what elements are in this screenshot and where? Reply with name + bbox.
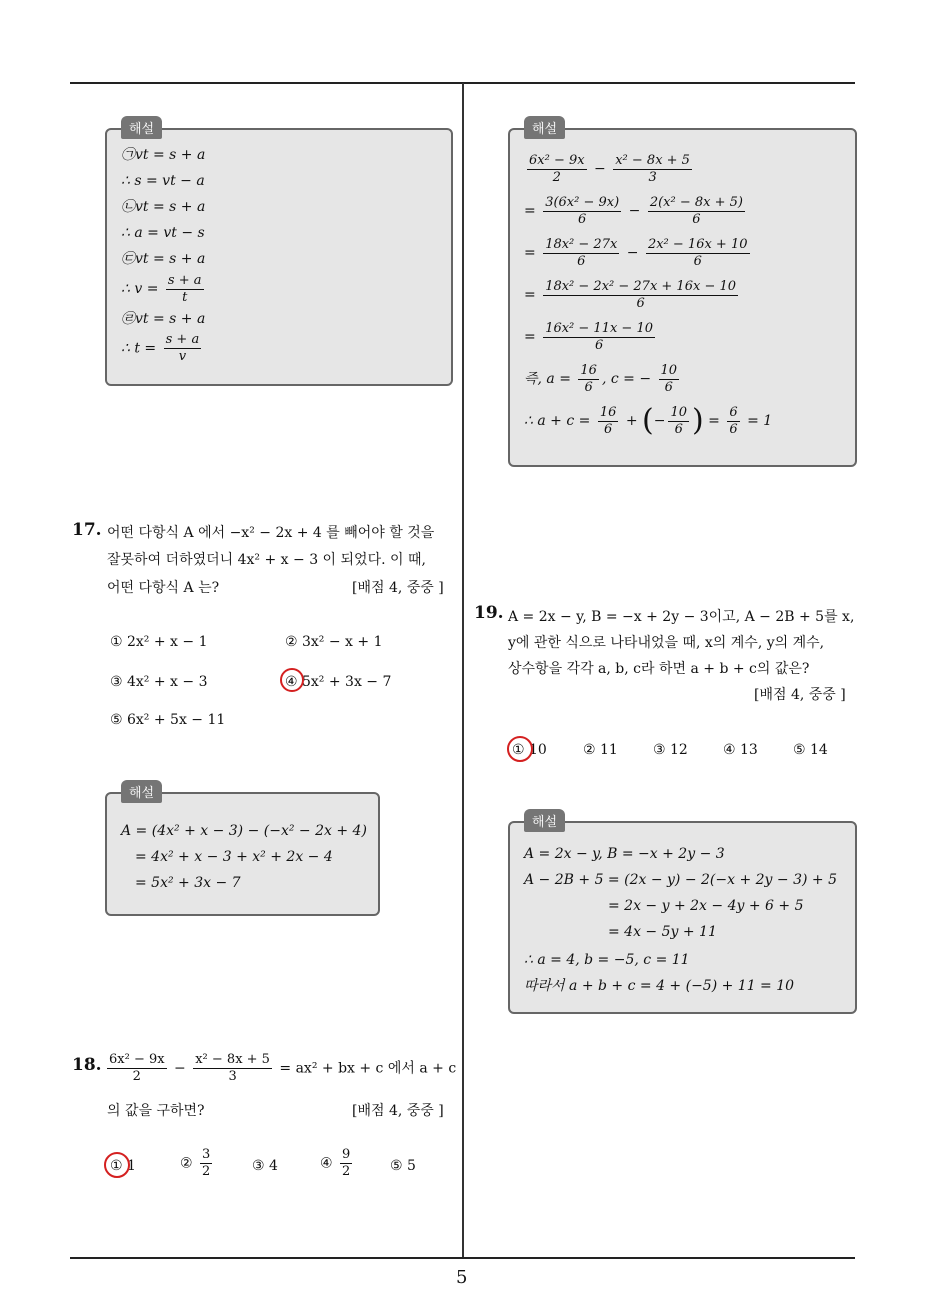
numerator: 16 xyxy=(599,404,617,420)
question-text: 상수항을 각각 a, b, c라 하면 a + b + c의 값은? xyxy=(508,661,810,677)
denominator: 6 xyxy=(594,337,604,353)
numerator: 16x² − 11x − 10 xyxy=(545,320,654,336)
operator: − xyxy=(628,203,641,219)
question-text xyxy=(104,1052,456,1085)
fraction xyxy=(578,363,599,396)
solution-tag: 해설 xyxy=(121,116,162,139)
question-text: 어떤 다항식 A 에서 −x² − 2x + 4 를 빼어야 할 것을 xyxy=(107,525,435,541)
box2-row: = $\frac{\text{16x² − 11x − 10}}{6}$ xyxy=(524,320,654,353)
choice-2[interactable]: ② 11 xyxy=(583,742,618,758)
text: , c = − xyxy=(601,371,652,387)
question-text: A = 2x − y, B = −x + 2y − 3이고, A − 2B + 5를 x, xyxy=(508,609,855,625)
box4-line: 따라서 a + b + c = 4 + (−5) + 11 = 10 xyxy=(524,978,795,994)
choice-5[interactable]: ⑤ 5 xyxy=(390,1158,416,1174)
box3-line: A = (4x² + x − 3) − (−x² − 2x + 4) xyxy=(121,823,367,839)
denominator: 6 xyxy=(578,211,587,227)
box1-line: ㉠vt = s + a xyxy=(121,147,206,163)
box1-line xyxy=(121,272,439,306)
denominator: 3 xyxy=(228,1069,237,1084)
numerator: 3(6x² − 9x) xyxy=(545,194,620,210)
fraction xyxy=(659,363,680,396)
fraction xyxy=(164,332,202,365)
box2-row xyxy=(524,400,843,442)
choice-1[interactable]: ① 2x² + x − 1 xyxy=(110,634,208,650)
choice-label: ④ xyxy=(320,1155,333,1172)
box1-line: ∴ a = vt − s xyxy=(121,225,205,241)
box2-row: = $\frac{\text{3(6x² − 9x)}}{6}$ − $\frac{\text{2(x² − 8x + 5)}}{6}$ xyxy=(524,194,743,227)
choice-5[interactable]: ⑤ 14 xyxy=(793,742,828,758)
box4-line: ∴ a = 4, b = −5, c = 11 xyxy=(524,952,690,968)
box1-line: ㉡vt = s + a xyxy=(121,199,206,215)
denominator: 6 xyxy=(584,379,593,395)
box2-row xyxy=(524,148,843,190)
fraction xyxy=(543,195,621,228)
choice-3[interactable]: ③ 12 xyxy=(653,742,688,758)
box1-line: ∴ s = vt − a xyxy=(121,173,205,189)
numerator: 6 xyxy=(729,404,738,420)
numerator: 10 xyxy=(670,404,687,420)
fraction xyxy=(193,1052,272,1085)
choice-label: ② xyxy=(180,1155,193,1172)
fraction xyxy=(543,279,738,312)
question-text: y에 관한 식으로 나타내었을 때, x의 계수, y의 계수, xyxy=(508,635,825,651)
box4-line: = 2x − y + 2x − 4y + 6 + 5 xyxy=(608,898,804,914)
box3-line: = 4x² + x − 3 + x² + 2x − 4 xyxy=(135,849,333,865)
box4-line: A − 2B + 5 = (2x − y) − 2(−x + 2y − 3) + 5 xyxy=(524,872,837,888)
denominator: 6 xyxy=(729,421,738,437)
denominator: 6 xyxy=(692,211,701,227)
solution-tag: 해설 xyxy=(524,116,565,139)
answer-mark xyxy=(104,1152,130,1178)
choice-5[interactable]: ⑤ 6x² + 5x − 11 xyxy=(110,712,226,728)
numerator: 18x² − 27x xyxy=(545,236,618,252)
fraction xyxy=(340,1147,352,1180)
solution-box-1 xyxy=(105,122,453,386)
answer-mark xyxy=(507,736,533,762)
score-label: [배점 4, 중중 ] xyxy=(754,687,846,703)
paren: ( xyxy=(642,403,654,438)
numerator: 10 xyxy=(660,362,678,378)
fraction xyxy=(648,195,745,228)
fraction xyxy=(668,405,689,438)
choice-4[interactable]: ④ 5x² + 3x − 7 xyxy=(285,674,392,690)
question-text: 의 값을 구하면? xyxy=(107,1103,205,1119)
box1-line: ㉣vt = s + a xyxy=(121,311,206,327)
box1-t-label: ∴ t = xyxy=(121,340,157,357)
choice-2[interactable] xyxy=(180,1147,215,1180)
score-label: [배점 4, 중중 ] xyxy=(352,580,444,596)
numerator: s + a xyxy=(167,272,202,288)
page-number: 5 xyxy=(456,1267,468,1288)
fraction xyxy=(166,273,204,306)
denominator: 2 xyxy=(552,169,561,185)
fraction xyxy=(543,321,655,354)
choice-3[interactable]: ③ 4 xyxy=(252,1158,278,1174)
question-text: 잘못하여 더하였더니 4x² + x − 3 이 되었다. 이 때, xyxy=(107,552,426,568)
numerator: 2x² − 16x + 10 xyxy=(647,236,748,252)
box1-line xyxy=(121,332,439,365)
numerator: 9 xyxy=(342,1147,351,1162)
solution-box-2 xyxy=(508,122,857,467)
operator: − xyxy=(626,245,639,261)
operator: = xyxy=(708,413,720,429)
solution-tag: 해설 xyxy=(121,780,162,803)
denominator: 2 xyxy=(202,1164,211,1179)
operator: − xyxy=(594,161,606,177)
numerator: 2(x² − 8x + 5) xyxy=(649,194,743,210)
denominator: 6 xyxy=(664,379,673,395)
operator: − xyxy=(174,1060,186,1077)
paren: ) xyxy=(692,403,704,438)
solution-box-4 xyxy=(508,815,857,1014)
denominator: 2 xyxy=(132,1069,141,1084)
question-number: 19. xyxy=(474,603,504,623)
denominator: 6 xyxy=(577,253,586,269)
fraction xyxy=(613,153,692,186)
question-text: 어떤 다항식 A 는? xyxy=(107,580,220,596)
solution-tag: 해설 xyxy=(524,809,565,832)
denominator: 6 xyxy=(636,295,645,311)
choice-3[interactable]: ③ 4x² + x − 3 xyxy=(110,674,208,690)
text: = ax² + bx + c 에서 a + c xyxy=(279,1060,457,1077)
choice-1[interactable]: ① 10 xyxy=(512,742,547,758)
numerator: 6x² − 9x xyxy=(529,152,585,168)
fraction xyxy=(527,153,587,186)
denominator: 2 xyxy=(342,1164,351,1179)
choice-4[interactable]: ④ 13 xyxy=(723,742,758,758)
numerator: 6x² − 9x xyxy=(109,1052,165,1067)
column-divider xyxy=(462,83,464,1257)
bottom-rule xyxy=(70,1257,855,1259)
text: 즉, a = xyxy=(524,371,571,387)
fraction xyxy=(727,405,739,438)
text: ∴ a + c = xyxy=(524,413,591,429)
choice-2[interactable]: ② 3x² − x + 1 xyxy=(285,634,383,650)
fraction xyxy=(543,237,619,270)
numerator: 16 xyxy=(580,362,597,378)
denominator: 6 xyxy=(603,421,613,437)
denominator: 6 xyxy=(693,253,702,269)
numerator: 18x² − 2x² − 27x + 16x − 10 xyxy=(545,278,737,294)
numerator: x² − 8x + 5 xyxy=(615,152,690,168)
box1-line: ㉢vt = s + a xyxy=(121,251,206,267)
question-number: 17. xyxy=(72,520,102,540)
score-label: [배점 4, 중중 ] xyxy=(352,1103,444,1119)
box2-row xyxy=(524,358,843,400)
fraction xyxy=(107,1052,167,1085)
denominator: 3 xyxy=(648,169,657,185)
numerator: x² − 8x + 5 xyxy=(195,1052,270,1067)
choice-4[interactable] xyxy=(320,1147,355,1180)
numerator: s + a xyxy=(165,332,200,347)
denominator: t xyxy=(182,289,188,305)
box2-row: = $\frac{\text{18x² − 2x² − 27x + 16x − 10}}{6}$ xyxy=(524,278,737,311)
text: = 1 xyxy=(747,413,773,429)
box4-line: A = 2x − y, B = −x + 2y − 3 xyxy=(524,846,725,862)
question-number: 18. xyxy=(72,1055,102,1075)
solution-box-3 xyxy=(105,786,380,916)
box1-v-label: ∴ v = xyxy=(121,281,159,297)
box2-row: = $\frac{\text{18x² − 27x}}{6}$ − $\frac{\text{2x² − 16x + 10}}{6}$ xyxy=(524,236,748,269)
box4-line: = 4x − 5y + 11 xyxy=(608,924,717,940)
operator: + xyxy=(625,413,638,429)
numerator: 3 xyxy=(202,1147,211,1162)
box3-line: = 5x² + 3x − 7 xyxy=(135,875,241,891)
operator: − xyxy=(653,413,666,429)
choice-1[interactable]: ① 1 xyxy=(110,1158,136,1174)
fraction xyxy=(646,237,750,270)
answer-mark xyxy=(280,668,304,692)
denominator: 6 xyxy=(674,421,683,437)
denominator: v xyxy=(178,349,187,364)
fraction xyxy=(200,1147,212,1180)
fraction xyxy=(598,405,619,438)
